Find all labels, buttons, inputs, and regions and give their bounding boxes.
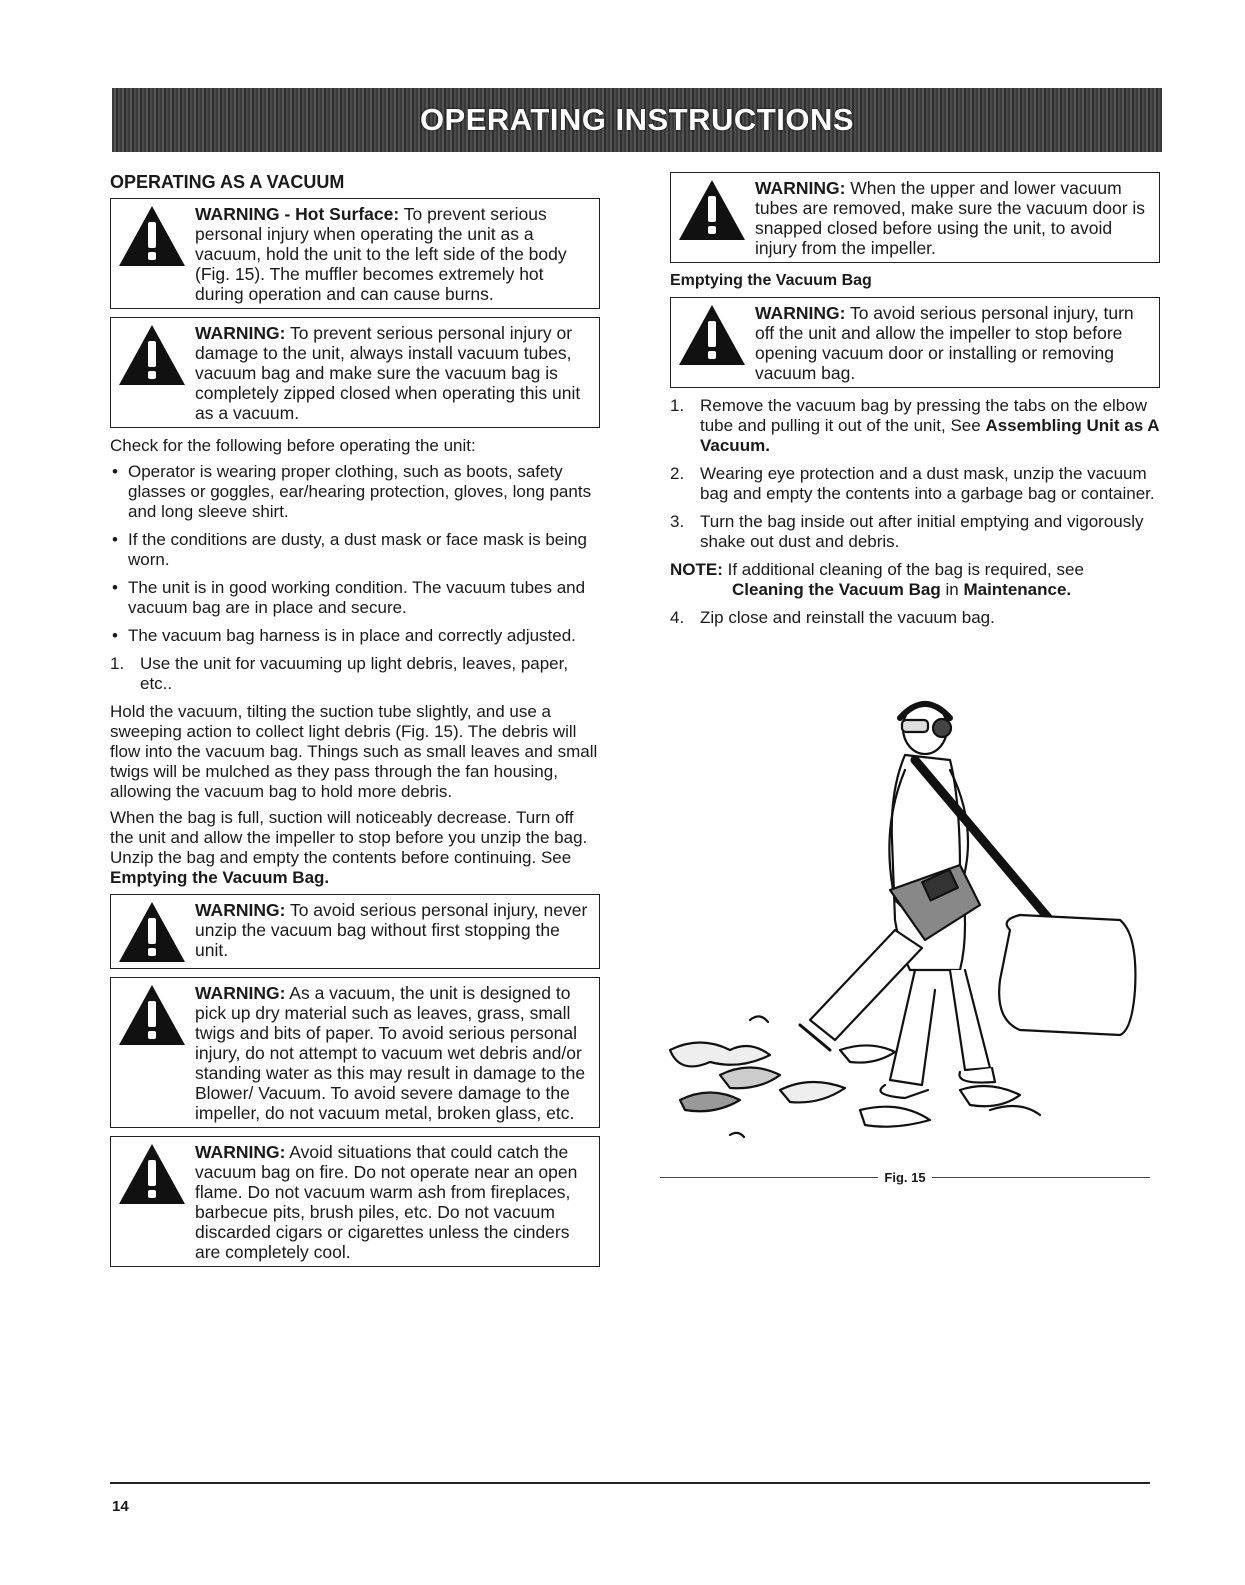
section-subheading: Emptying the Vacuum Bag [670, 272, 872, 289]
step-text: Zip close and reinstall the vacuum bag. [700, 608, 995, 627]
footer-divider [110, 1482, 1150, 1484]
page-number: 14 [112, 1498, 129, 1515]
list-item: • If the conditions are dusty, a dust mask or face mask is being worn. [110, 530, 600, 570]
list-item: • Operator is wearing proper clothing, such as boots, safety glasses or goggles, ear/hearing protection, gloves, long pants and long sleeve shirt. [110, 462, 600, 522]
warning-triangle-icon [117, 900, 187, 964]
warning-triangle-icon [677, 178, 747, 242]
warning-label: WARNING: [195, 900, 286, 920]
step-item [110, 654, 600, 694]
steps-list [670, 608, 1160, 628]
steps-list [670, 396, 1160, 552]
warning-triangle-icon [117, 1142, 187, 1206]
caption-rule-right [932, 1177, 1150, 1178]
cross-reference: Emptying the Vacuum Bag. [110, 868, 330, 887]
warning-body: To avoid serious personal injury, turn off the unit and allow the impeller to stop before opening vacuum door or installing or removing vacuum bag. [755, 303, 1134, 383]
caption-rule-left [660, 1177, 878, 1178]
step-item [670, 608, 1160, 628]
step-number: 2. [670, 464, 685, 483]
note-text: If additional cleaning of the bag is required, see [722, 560, 1084, 579]
header-banner [112, 88, 1162, 152]
step-body: Remove the vacuum bag by pressing the tabs on the elbow tube and pulling it out of the unit, See [700, 396, 1147, 435]
warning-text [195, 1142, 593, 1262]
warning-text [195, 983, 593, 1123]
warning-body: To prevent serious personal injury or damage to the unit, always install vacuum tubes, vacuum bag and make sure the vacuum bag is completely zipped closed when operating this unit as a vacuum. [195, 323, 581, 423]
step-text: Use the unit for vacuuming up light debris, leaves, paper, etc.. [140, 654, 569, 693]
warning-label: WARNING: [755, 178, 846, 198]
right-column [670, 172, 1160, 636]
step-text [700, 396, 1160, 456]
warning-text [755, 303, 1153, 383]
warning-body: Avoid situations that could catch the vacuum bag on fire. Do not operate near an open flame. Do not vacuum warm ash from fireplaces, barbecue pits, brush piles, etc. Do not vacuum discarded cigars or cigarettes unless the cinders are completely cool. [195, 1142, 578, 1262]
step-number: 4. [670, 608, 685, 627]
warning-box [110, 894, 600, 969]
warning-label: WARNING: [755, 303, 846, 323]
step-item [670, 512, 1160, 552]
page-title: OPERATING INSTRUCTIONS [419, 102, 855, 137]
step-text: Wearing eye protection and a dust mask, unzip the vacuum bag and empty the contents into a garbage bag or container. [700, 464, 1155, 503]
check-intro: Check for the following before operating the unit: [110, 436, 476, 455]
left-column [110, 172, 600, 1275]
warning-box [110, 1136, 600, 1267]
paragraph [110, 808, 600, 888]
warning-box [670, 297, 1160, 388]
warning-text [195, 204, 593, 304]
warning-triangle-icon [117, 204, 187, 268]
warning-body: To avoid serious personal injury, never unzip the vacuum bag without first stopping the unit. [195, 900, 588, 960]
warning-text [755, 178, 1153, 258]
warning-label: WARNING: [195, 323, 286, 343]
warning-label: WARNING: [195, 983, 286, 1003]
warning-box [110, 198, 600, 309]
warning-triangle-icon [117, 983, 187, 1047]
caption-label: Fig. 15 [884, 1170, 926, 1185]
warning-text [195, 323, 593, 423]
step-text: Turn the bag inside out after initial emptying and vigorously shake out dust and debris. [700, 512, 1144, 551]
list-item: • The vacuum bag harness is in place and correctly adjusted. [110, 626, 600, 646]
paragraph-text: When the bag is full, suction will noticeably decrease. Turn off the unit and allow the impeller to stop before you unzip the bag. Unzip the bag and empty the contents before continuing. See [110, 808, 588, 867]
warning-label: WARNING: [195, 1142, 286, 1162]
cross-reference: Cleaning the Vacuum Bag [732, 580, 941, 599]
step-number: 1. [110, 654, 125, 673]
note [670, 560, 1160, 600]
paragraph: Hold the vacuum, tilting the suction tube slightly, and use a sweeping action to collect light debris (Fig. 15). The debris will flow into the vacuum bag. Things such as small leaves and small twigs will be mulched as they pass through the fan housing, allowing the vacuum bag to hold more debris. [110, 702, 598, 801]
warning-body: As a vacuum, the unit is designed to pick up dry material such as leaves, grass, small twigs and bits of paper. To avoid serious personal injury, do not attempt to vacuum wet debris and/or standing water as this may result in damage to the Blower/ Vacuum. To avoid severe damage to the impeller, do not vacuum metal, broken glass, etc. [195, 983, 586, 1123]
list-item: • The unit is in good working condition. The vacuum tubes and vacuum bag are in place and secure. [110, 578, 600, 618]
step-number: 3. [670, 512, 685, 531]
note-connector: in [940, 580, 964, 599]
section-heading: OPERATING AS A VACUUM [110, 172, 345, 192]
step-item [670, 396, 1160, 456]
warning-body: When the upper and lower vacuum tubes are removed, make sure the vacuum door is snapped closed before using the unit, to avoid injury from the impeller. [755, 178, 1146, 258]
cross-reference: Assembling Unit as A Vacuum. [700, 416, 1159, 455]
warning-triangle-icon [117, 323, 187, 387]
figure-caption [660, 1170, 1150, 1185]
warning-box [110, 977, 600, 1128]
note-references [670, 580, 1160, 600]
checklist [110, 462, 600, 646]
step-number: 1. [670, 396, 685, 415]
steps-list [110, 654, 600, 694]
warning-text [195, 900, 593, 960]
warning-box [110, 317, 600, 428]
cross-reference: Maintenance. [963, 580, 1072, 599]
warning-body: To prevent serious personal injury when operating the unit as a vacuum, hold the unit to the left side of the body (Fig. 15). The muffler becomes extremely hot during operation and can cause burns. [195, 204, 567, 304]
warning-box [670, 172, 1160, 263]
note-label: NOTE: [670, 560, 723, 579]
warning-label: WARNING - Hot Surface: [195, 204, 400, 224]
figure-illustration [660, 690, 1160, 1160]
warning-triangle-icon [677, 303, 747, 367]
step-item [670, 464, 1160, 504]
